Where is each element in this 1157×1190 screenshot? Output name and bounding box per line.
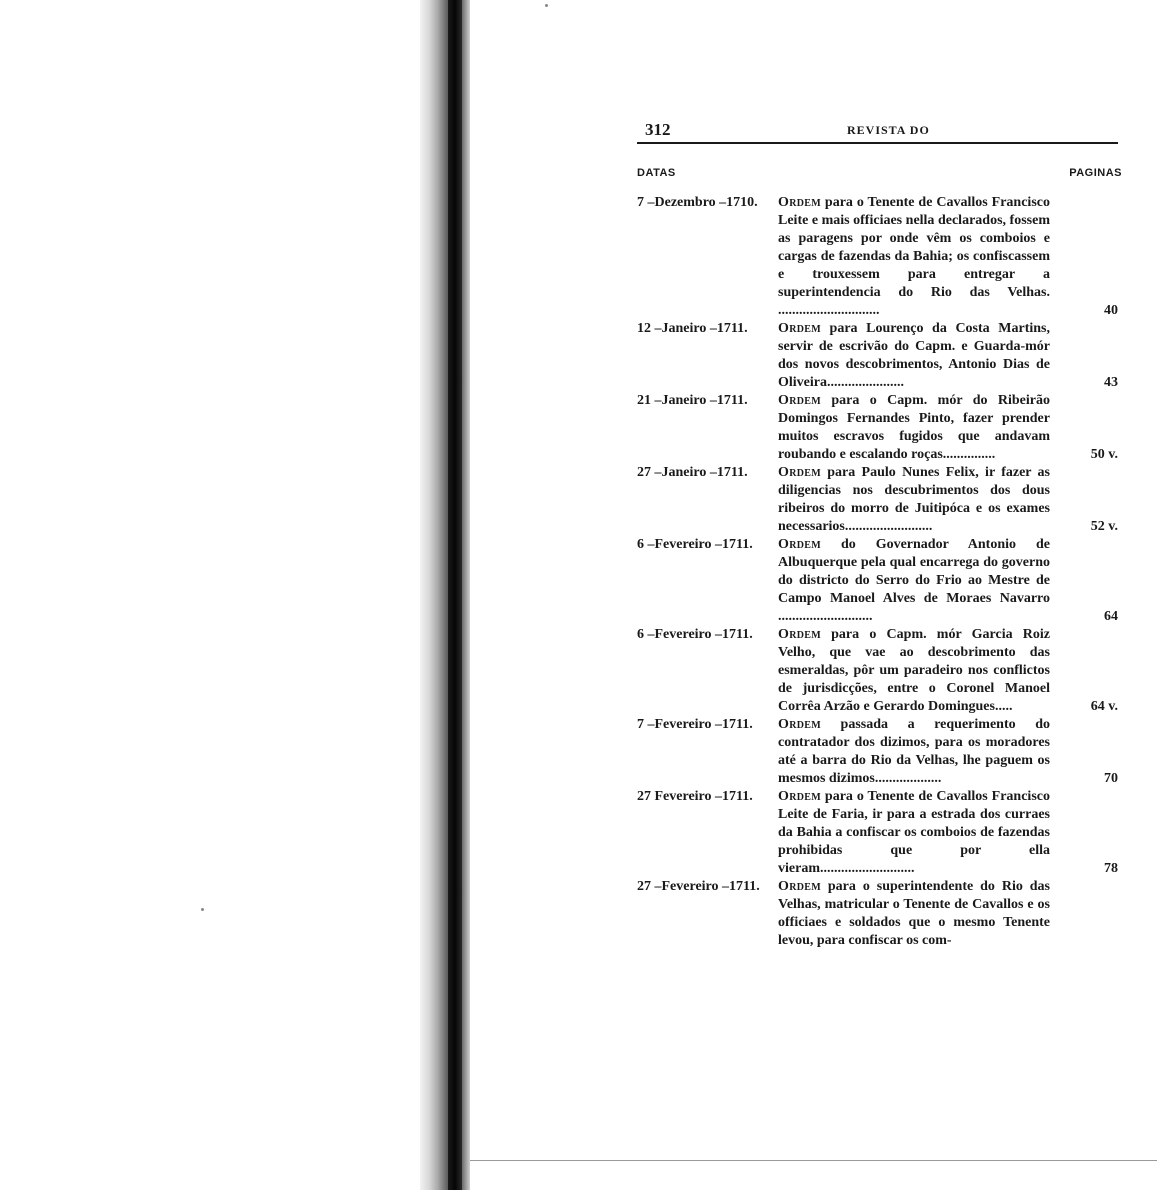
page-number: 312 xyxy=(645,120,671,139)
entry-date: 21 –Janeiro –1711. xyxy=(637,393,748,408)
entry-text: para o Capm. mór Garcia Roiz Velho, que vae ao descobrimento das esmeraldas, pôr um paradeiro nos conflictos de jurisdicções, entre o Coronel Manoel Corrêa Arzão e Gerardo Domingues..... xyxy=(778,627,1050,714)
page-header xyxy=(637,120,1122,142)
entry-keyword: Ordem xyxy=(778,627,821,642)
entry-description xyxy=(778,626,1050,716)
speck xyxy=(201,908,204,911)
entry-text: passada a requerimento do contratador dos dizimos, para os moradores até a barra do Rio da Velhas, lhe paguem os mesmos dizimos................... xyxy=(778,717,1050,786)
column-headers xyxy=(637,167,1122,181)
entry-date: 6 –Fevereiro –1711. xyxy=(637,537,753,552)
index-entry xyxy=(637,536,1122,626)
entry-keyword: Ordem xyxy=(778,321,821,336)
entry-page-ref: 70 xyxy=(1104,771,1118,786)
entry-description xyxy=(778,536,1050,626)
entry-description xyxy=(778,788,1050,878)
entry-description xyxy=(778,392,1050,464)
entry-keyword: Ordem xyxy=(778,789,821,804)
entry-page-ref: 64 v. xyxy=(1090,699,1118,714)
entry-date: 27 Fevereiro –1711. xyxy=(637,789,753,804)
entry-page-ref: 78 xyxy=(1104,861,1118,876)
entry-date: 27 –Fevereiro –1711. xyxy=(637,879,760,894)
entry-date: 6 –Fevereiro –1711. xyxy=(637,627,753,642)
entry-page-ref: 52 v. xyxy=(1090,519,1118,534)
entry-text: do Governador Antonio de Albuquerque pela qual encarrega do governo do districto do Serro do Frio ao Mestre de Campo Manoel Alves de Moraes Navarro ........................... xyxy=(778,537,1050,624)
index-entry xyxy=(637,320,1122,392)
index-entry xyxy=(637,626,1122,716)
entry-description xyxy=(778,716,1050,788)
entry-keyword: Ordem xyxy=(778,195,821,210)
page-bottom-edge xyxy=(470,1160,1157,1161)
document-page xyxy=(637,120,1122,948)
book-gutter-shadow xyxy=(420,0,450,1190)
entry-date: 7 –Fevereiro –1711. xyxy=(637,717,753,732)
entry-text: para Lourenço da Costa Martins, servir de escrivão do Capm. e Guarda-mór dos novos descobrimentos, Antonio Dias de Oliveira...................... xyxy=(778,321,1050,390)
index-entry xyxy=(637,878,1122,950)
index-entries xyxy=(637,194,1122,950)
entry-keyword: Ordem xyxy=(778,717,821,732)
entry-keyword: Ordem xyxy=(778,465,821,480)
dates-column-header: DATAS xyxy=(637,167,676,179)
index-entry xyxy=(637,194,1122,320)
running-title: REVISTA DO xyxy=(847,123,930,137)
header-rule xyxy=(637,142,1118,144)
entry-text: para o Tenente de Cavallos Francisco Leite e mais officiaes nella declarados, fossem as paragens por onde vêm os comboios e cargas de fazendas da Bahia; os confiscassem e trouxessem para entregar a superintendencia do Rio das Velhas. ............................. xyxy=(778,195,1050,318)
entry-keyword: Ordem xyxy=(778,879,821,894)
index-entry xyxy=(637,788,1122,878)
book-gutter-fold xyxy=(462,0,470,1190)
entry-page-ref: 50 v. xyxy=(1090,447,1118,462)
entry-page-ref: 43 xyxy=(1104,375,1118,390)
entry-text: para o Tenente de Cavallos Francisco Leite de Faria, ir para a estrada dos curraes da Bahia a confiscar os comboios de fazendas prohibidas que por ella vieram........................... xyxy=(778,789,1050,876)
entry-text: para o Capm. mór do Ribeirão Domingos Fernandes Pinto, fazer prender muitos escravos fugidos que andavam roubando e escalando roças............... xyxy=(778,393,1050,462)
book-spine xyxy=(448,0,462,1190)
entry-description xyxy=(778,464,1050,536)
entry-keyword: Ordem xyxy=(778,393,821,408)
pages-column-header: PAGINAS xyxy=(1069,167,1122,179)
entry-text: para Paulo Nunes Felix, ir fazer as diligencias nos descubrimentos dos dous ribeiros do morro de Juitipóca e os exames necessarios......................... xyxy=(778,465,1050,534)
entry-date: 7 –Dezembro –1710. xyxy=(637,195,758,210)
entry-description xyxy=(778,878,1050,950)
entry-page-ref: 40 xyxy=(1104,303,1118,318)
entry-page-ref: 64 xyxy=(1104,609,1118,624)
entry-keyword: Ordem xyxy=(778,537,821,552)
index-entry xyxy=(637,716,1122,788)
index-entry xyxy=(637,464,1122,536)
entry-date: 27 –Janeiro –1711. xyxy=(637,465,748,480)
speck xyxy=(545,4,548,7)
entry-date: 12 –Janeiro –1711. xyxy=(637,321,748,336)
entry-text: para o superintendente do Rio das Velhas, matricular o Tenente de Cavallos e os officiaes e soldados que o mesmo Tenente levou, para confiscar os com- xyxy=(778,879,1050,948)
entry-description xyxy=(778,320,1050,392)
index-entry xyxy=(637,392,1122,464)
entry-description xyxy=(778,194,1050,320)
